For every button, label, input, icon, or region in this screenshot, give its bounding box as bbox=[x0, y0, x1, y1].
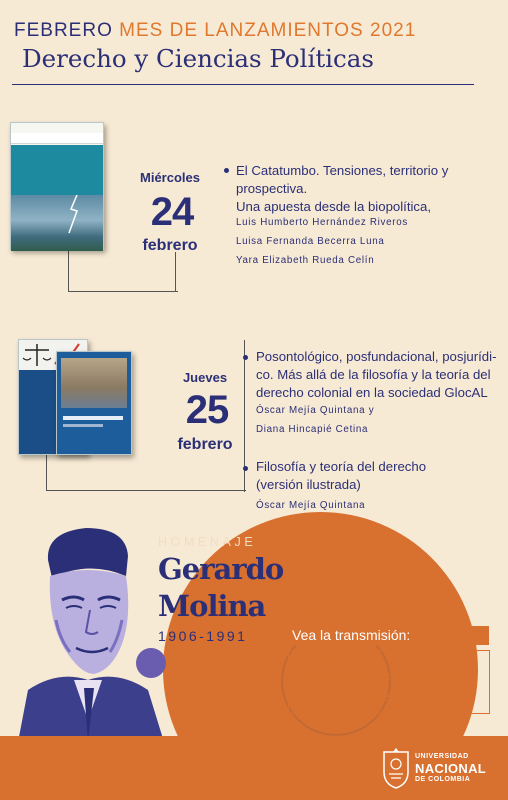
youtube-channel[interactable]: Universidad Nacional de Colombia bbox=[292, 671, 461, 683]
work-authors: Óscar Mejía Quintana y Diana Hincapié Cetina bbox=[256, 405, 375, 435]
event-2-day-name: Jueves bbox=[182, 370, 228, 385]
tribute-first-name: Gerardo bbox=[158, 552, 284, 586]
page-title: Derecho y Ciencias Políticas bbox=[22, 44, 374, 73]
bullet bbox=[243, 355, 248, 360]
header-month: FEBRERO bbox=[14, 20, 113, 41]
connector-line bbox=[68, 250, 178, 292]
event-1-day-name: Miércoles bbox=[140, 170, 200, 185]
work-title: El Catatumbo. Tensiones, territorio y prospectiva. Una apuesta desde la biopolítica, bbox=[236, 163, 449, 214]
facebook-link[interactable]: Facebook: @editorialu.n bbox=[292, 688, 455, 705]
work-title: Filosofía y teoría del derecho (versión ilustrada) bbox=[256, 459, 427, 492]
connector-line bbox=[175, 252, 176, 292]
header-divider bbox=[12, 84, 474, 85]
decorative-dot bbox=[136, 648, 166, 678]
tribute-label: HOMENAJE bbox=[158, 535, 257, 549]
university-name-line2: NACIONAL bbox=[415, 761, 487, 776]
watch-label: Vea la transmisión: bbox=[289, 626, 489, 645]
work-authors: Luis Humberto Hernández Riveros Luisa Fernanda Becerra Luna Yara Elizabeth Rueda Celín bbox=[236, 217, 408, 266]
event-2-month: febrero bbox=[177, 436, 233, 453]
work-authors: Óscar Mejía Quintana bbox=[256, 500, 366, 511]
book-cover-filosofia bbox=[56, 351, 132, 455]
book-cover-catatumbo bbox=[10, 122, 104, 250]
university-name-line1: UNIVERSIDAD bbox=[415, 753, 469, 760]
header-launches: MES DE LANZAMIENTOS 2021 bbox=[119, 20, 417, 41]
connector-line bbox=[46, 455, 246, 491]
work-title: Posontológico, posfundacional, posjurídi- co. Más allá de la filosofía y la teoría del derecho colonial en la sociedad GlocAL bbox=[256, 349, 497, 400]
tribute-years: 1906-1991 bbox=[158, 628, 248, 644]
portrait-illustration bbox=[8, 520, 168, 742]
header-kicker bbox=[14, 20, 416, 42]
tribute-last-name: Molina bbox=[158, 589, 266, 623]
lightning-icon bbox=[65, 195, 85, 235]
university-shield-icon bbox=[381, 746, 411, 790]
event-1-day-number: 24 bbox=[150, 190, 194, 234]
youtube-label[interactable]: YouTube: bbox=[292, 654, 351, 670]
event-time: Hora: 5:00 p.m. bbox=[292, 602, 396, 619]
bullet bbox=[243, 466, 248, 471]
university-name-line3: DE COLOMBIA bbox=[415, 776, 471, 783]
event-2-day-number: 25 bbox=[185, 388, 229, 432]
bullet bbox=[224, 168, 229, 173]
event-1-month: febrero bbox=[142, 237, 198, 254]
